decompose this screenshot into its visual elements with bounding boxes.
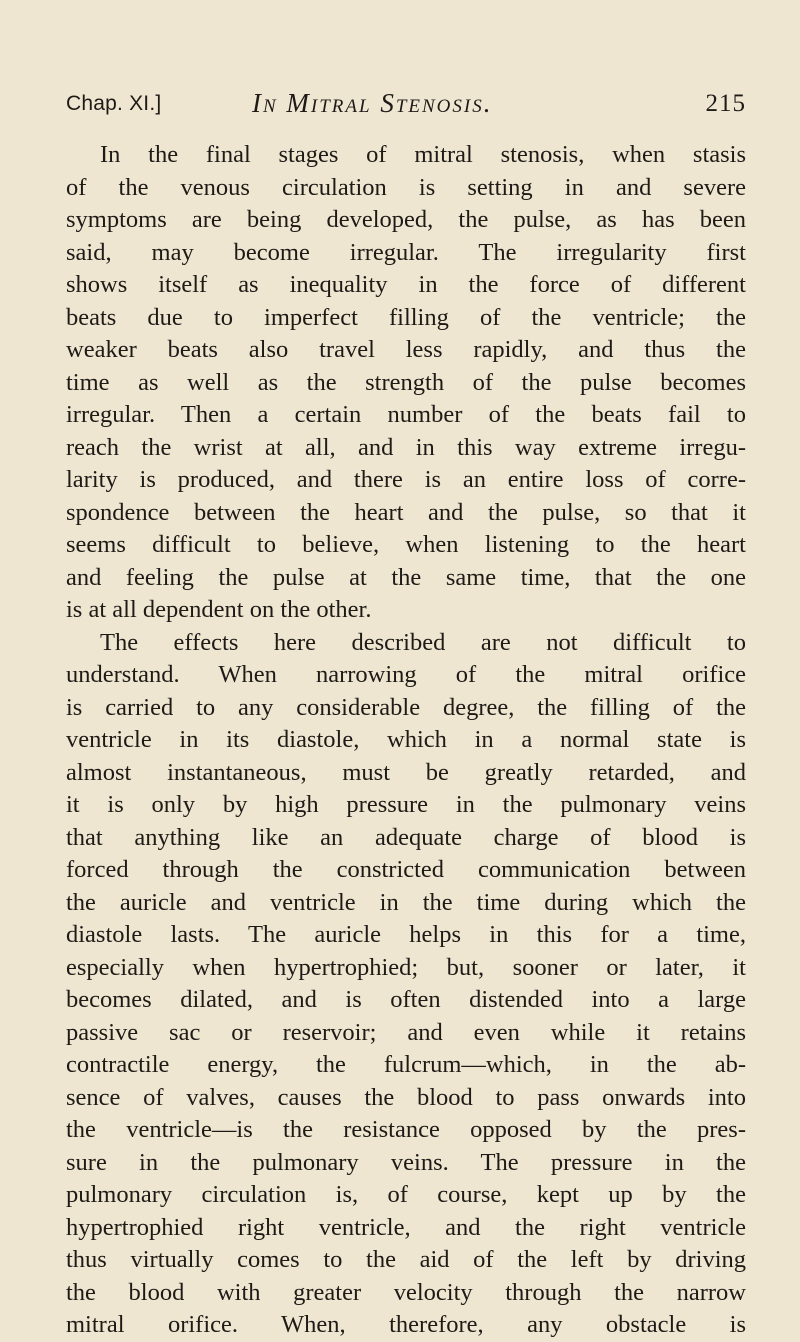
text-line: beats due to imperfect filling of the ventricle; the — [66, 303, 746, 331]
text-line: the auricle and ventricle in the time during which the — [66, 888, 746, 916]
text-line: contractile energy, the fulcrum—which, in the ab- — [66, 1051, 746, 1078]
text-line: especially when hypertrophied; but, sooner or later, it — [66, 953, 746, 981]
text-line: passive sac or reservoir; and even while it retains — [66, 1018, 746, 1046]
text-line: understand. When narrowing of the mitral orifice — [66, 661, 746, 688]
text-line: of the venous circulation is setting in and severe — [66, 173, 746, 201]
text-line: the ventricle—is the resistance opposed by the pres- — [66, 1116, 746, 1143]
body-text — [66, 139, 746, 1342]
text-line: irregular. Then a certain number of the beats fail to — [66, 401, 746, 428]
text-line: is at all dependent on the other. — [66, 596, 372, 623]
text-line: seems difficult to believe, when listening to the heart — [66, 531, 746, 558]
text-line: almost instantaneous, must be greatly retarded, and — [66, 758, 746, 786]
text-line: sure in the pulmonary veins. The pressure in the — [66, 1148, 746, 1176]
text-line: becomes dilated, and is often distended into a large — [66, 986, 746, 1013]
text-line: time as well as the strength of the pulse becomes — [66, 368, 746, 396]
running-title: In Mitral Stenosis. — [252, 88, 493, 118]
text-line: it is only by high pressure in the pulmonary veins — [66, 791, 746, 818]
text-line: diastole lasts. The auricle helps in this for a time, — [66, 921, 746, 948]
text-line: is carried to any considerable degree, the filling of the — [66, 693, 746, 721]
text-line: ventricle in its diastole, which in a normal state is — [66, 726, 746, 753]
text-line: spondence between the heart and the pulse, so that it — [66, 498, 746, 526]
text-line: sence of valves, causes the blood to pass onwards into — [66, 1083, 746, 1111]
text-line: and feeling the pulse at the same time, that the one — [66, 563, 746, 591]
text-line: mitral orifice. When, therefore, any obstacle is — [66, 1311, 746, 1338]
text-line: In the final stages of mitral stenosis, when stasis — [100, 141, 746, 168]
text-line: symptoms are being developed, the pulse, as has been — [66, 206, 746, 233]
text-line: hypertrophied right ventricle, and the right ventricle — [66, 1213, 746, 1241]
text-line: the blood with greater velocity through the narrow — [66, 1278, 746, 1306]
text-line: said, may become irregular. The irregularity first — [66, 238, 746, 266]
chapter-label: Chap. XI.] — [66, 92, 162, 115]
text-line: shows itself as inequality in the force of different — [66, 271, 746, 298]
text-line: reach the wrist at all, and in this way extreme irregu- — [66, 433, 746, 461]
text-line: pulmonary circulation is, of course, kept up by the — [66, 1181, 746, 1208]
text-line: thus virtually comes to the aid of the left by driving — [66, 1246, 746, 1273]
page-number: 215 — [705, 90, 746, 117]
text-line: that anything like an adequate charge of blood is — [66, 823, 746, 851]
text-line: The effects here described are not difficult to — [100, 628, 746, 656]
text-line: larity is produced, and there is an entire loss of corre- — [66, 466, 746, 493]
text-line: weaker beats also travel less rapidly, and thus the — [66, 336, 746, 363]
running-head — [66, 88, 746, 124]
text-line: forced through the constricted communication between — [66, 856, 746, 883]
